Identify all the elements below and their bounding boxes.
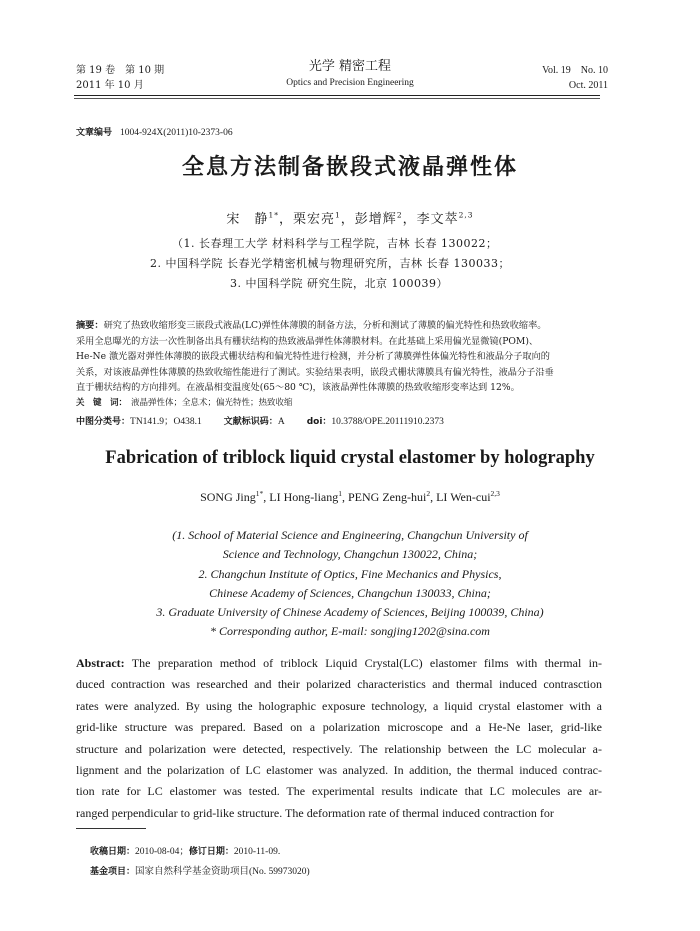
abstract-zh-label: 摘要： <box>76 320 104 331</box>
classification-line <box>76 413 444 427</box>
author-sup: 1 <box>338 489 342 498</box>
revised-label: 修订日期： <box>188 847 234 857</box>
abstract-zh-line: 直于栅状结构的方向排列。在液晶相变温度处(65～80 ℃)，该液晶弹性体薄膜的热致收缩形变率达到 12%。 <box>76 382 520 393</box>
affiliation-en-line: Chinese Academy of Sciences, Changchun 130033, China; <box>209 585 491 600</box>
article-number-label: 文章编号 <box>76 128 113 138</box>
header-date-zh: 2011 年 10 月 <box>76 80 144 91</box>
affiliation-en-line: (1. School of Material Science and Engineering, Changchun University of <box>172 528 528 542</box>
doi-value: 10.3788/OPE.20111910.2373 <box>331 417 444 427</box>
article-number-value: 1004-924X(2011)10-2373-06 <box>120 128 233 138</box>
abstract-zh-line: 采用全息曝光的方法一次性制备出具有栅状结构的热致液晶弹性体薄膜材料。在此基础上采用偏光显微镜(POM)、 <box>76 335 539 347</box>
doc-code-value: A <box>277 417 285 427</box>
abstract-zh-line <box>76 318 602 334</box>
keywords-zh-value: 液晶弹性体；全息术；偏光特性；热致收缩 <box>131 398 293 408</box>
abstract-en-label: Abstract: <box>76 656 125 670</box>
affiliation-zh-line: 2. 中国科学院 长春光学精密机械与物理研究所，吉林 长春 130033； <box>150 257 510 270</box>
author-zh: 栗宏亮 <box>292 212 335 227</box>
authors-zh: 宋 静$^{1*}$，栗宏亮$^1$，彭增辉$^2$，李文萃$^{2,3}$ <box>226 210 474 227</box>
footnote-dates <box>90 842 310 862</box>
abstract-en-line: grid-like structure was prepared. Based on a polarization microscope and a He-Ne laser, grid-like <box>76 720 602 735</box>
fund-label: 基金项目： <box>90 867 136 877</box>
header-volume-en-text: Vol. 19 No. 10 <box>542 65 608 76</box>
footnote-fund <box>90 862 310 882</box>
author-sup: 2 <box>396 210 403 220</box>
abstract-en-text: The preparation method of triblock Liquid Crystal(LC) elastomer films with thermal in- <box>124 656 602 670</box>
author-sup: 1* <box>268 210 279 220</box>
journal-title-en: Optics and Precision Engineering <box>286 78 414 88</box>
abstract-en-line: duced contraction was researched and their polarized characteristics and thermal induced contrasction <box>76 677 602 692</box>
author-sup: 2 <box>426 489 431 498</box>
abstract-zh-line: 关系，对该液晶弹性体薄膜的热致收缩性能进行了测试。实验结果表明，嵌段式栅状薄膜具有偏光特性，液晶分子沿垂 <box>76 366 554 378</box>
author-sup: 2,3 <box>490 489 500 498</box>
abstract-en <box>76 653 602 824</box>
title-zh: 全息方法制备嵌段式液晶弹性体 <box>181 155 518 180</box>
header-volume-zh: 第 19 卷 第 10 期 <box>76 65 165 76</box>
author-zh: 彭增辉 <box>354 212 397 227</box>
title-en: Fabrication of triblock liquid crystal elastomer by holography <box>105 448 595 468</box>
affiliation-en-line: 3. Graduate University of Chinese Academy of Sciences, Beijing 100039, China) <box>156 605 544 620</box>
abstract-en-line: lignment and the polarization of LC elastomer was analyzed. In addition, the thermal induced contrac- <box>76 763 602 778</box>
abstract-zh-text: 研究了热致收缩形变三嵌段式液晶(LC)弹性体薄膜的制备方法，分析和测试了薄膜的偏光特性和热致收缩率。 <box>103 320 547 331</box>
abstract-en-line: rates were analyzed. By using the holographic exposure technology, a liquid crystal elastomer with a <box>76 698 602 713</box>
header-rule <box>74 95 600 96</box>
author-zh: 李文萃 <box>416 212 459 227</box>
header-rule-thin <box>74 98 600 99</box>
authors-en: SONG Jing$^{1*}$, LI Hong-liang$^1$, PENG Zeng-hui$^2$, LI Wen-cui$^{2,3}$ <box>200 489 500 504</box>
footnote-rule <box>76 828 146 829</box>
footnote <box>90 842 310 882</box>
affiliation-zh-line: （1. 长春理工大学 材料科学与工程学院，吉林 长春 130022； <box>172 237 498 250</box>
author-sup: 1* <box>255 489 264 498</box>
fund-value: 国家自然科学基金资助项目(No. 59973020) <box>135 867 310 877</box>
doi-label: doi： <box>306 417 332 427</box>
abstract-en-line: structure and polarization were detected, respectively. The relationship between the LC molecular a- <box>76 741 602 756</box>
doc-code-label: 文献标识码： <box>223 417 278 427</box>
header-date-en: Oct. 2011 <box>568 80 608 91</box>
header-volume-en <box>542 63 608 93</box>
affiliations-zh <box>150 234 510 294</box>
article-number <box>76 125 233 138</box>
journal-title-zh: 光学 精密工程 <box>308 59 392 74</box>
affiliation-en-line: Science and Technology, Changchun 130022, China; <box>222 547 478 562</box>
affiliation-en-line: 2. Changchun Institute of Optics, Fine Mechanics and Physics, <box>198 566 502 581</box>
clc-value: TN141.9；O438.1 <box>130 417 202 427</box>
affiliation-zh-line: 3. 中国科学院 研究生院，北京 100039） <box>230 277 448 290</box>
corresponding-author: * Corresponding author, E-mail: songjing1202@sina.com <box>210 624 490 639</box>
revised-date: 2010-11-09. <box>233 847 281 857</box>
author-en: SONG Jing <box>200 490 256 504</box>
abstract-zh <box>76 318 602 396</box>
author-en: LI Hong-liang <box>269 490 339 504</box>
author-sup: 1 <box>335 210 341 220</box>
abstract-en-line: tion rate for LC elastomer was tested. The experimental results indicate that LC molecules are ar- <box>76 784 602 799</box>
abstract-zh-line: He-Ne 激光器对弹性体薄膜的嵌段式栅状结构和偏光特性进行检测，并分析了薄膜弹性体偏光特性和液晶分子取向的 <box>76 351 550 362</box>
author-zh: 宋 静 <box>226 212 269 227</box>
abstract-en-line <box>76 653 602 674</box>
keywords-zh-label: 关 键 词： <box>76 398 128 408</box>
received-label: 收稿日期： <box>90 847 136 857</box>
keywords-zh <box>76 396 293 408</box>
clc-label: 中图分类号： <box>76 417 131 427</box>
affiliations-en <box>0 526 700 642</box>
author-en: PENG Zeng-hui <box>348 490 427 504</box>
abstract-en-line: ranged perpendicular to grid-like structure. The deformation rate of thermal induced contraction for <box>76 805 554 820</box>
author-en: LI Wen-cui <box>436 490 491 504</box>
received-date: 2010-08-04； <box>135 847 189 857</box>
author-sup: 2,3 <box>458 210 474 220</box>
